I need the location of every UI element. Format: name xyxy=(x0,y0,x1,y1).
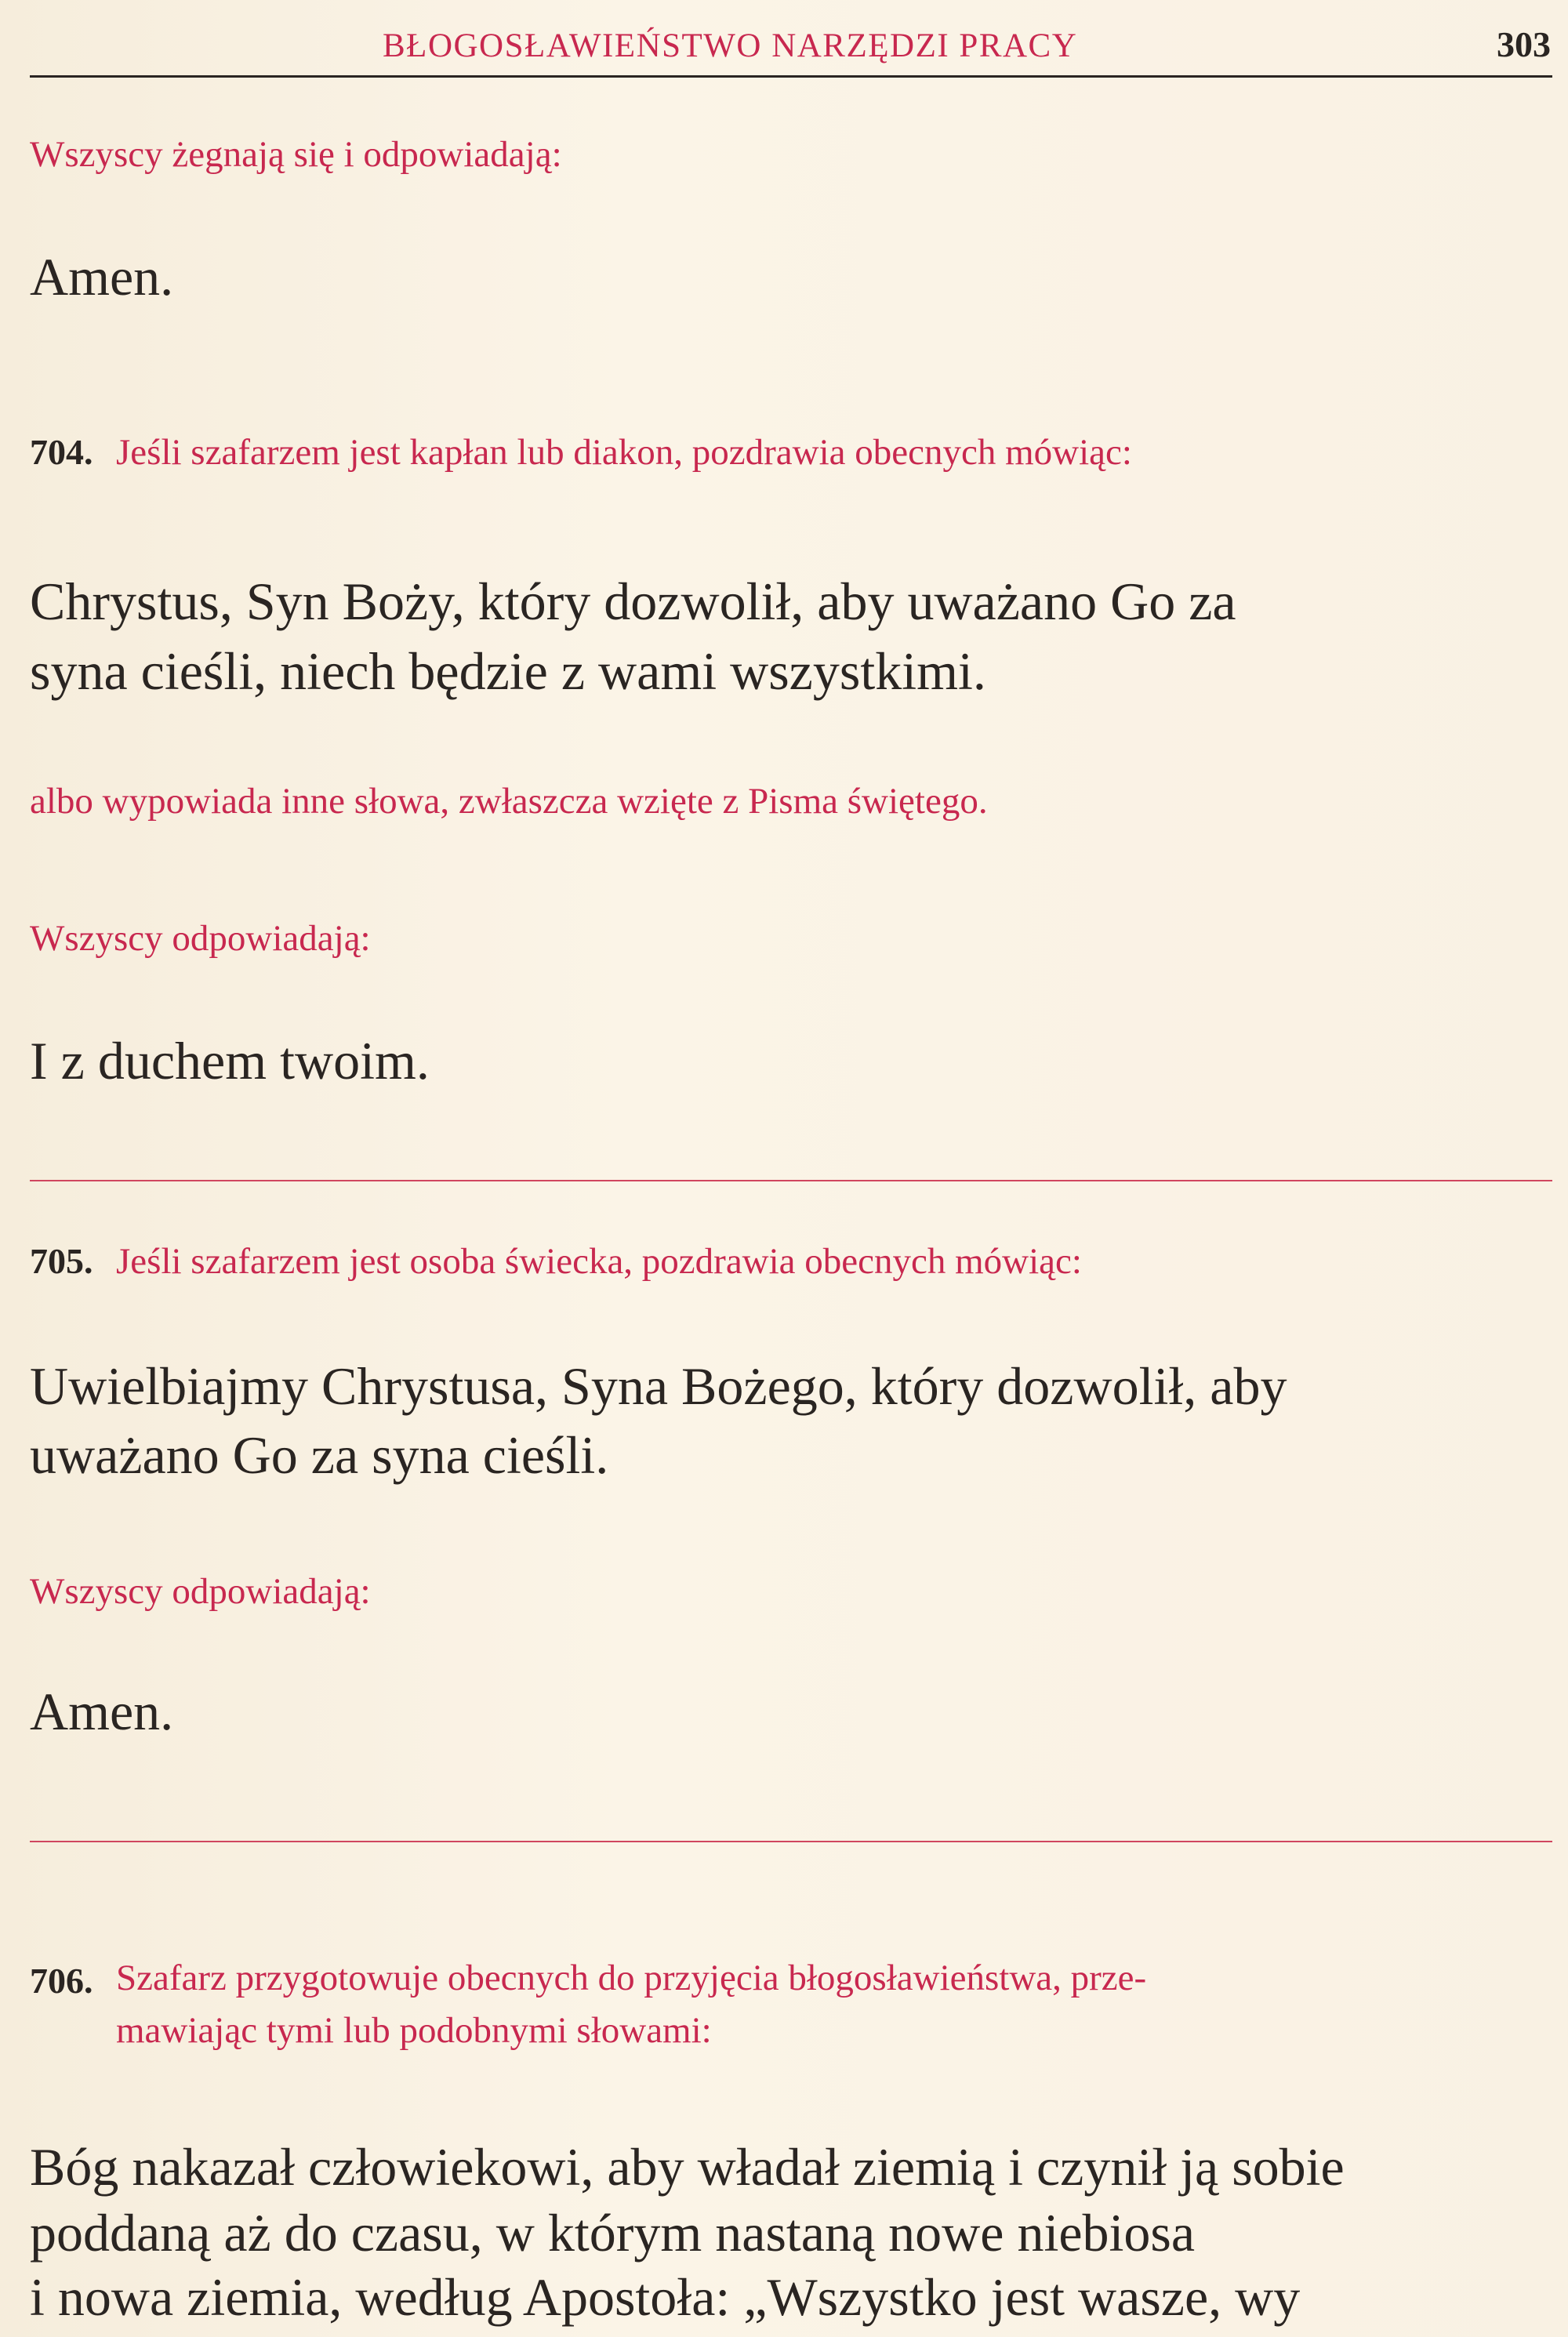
section-705-response: Amen. xyxy=(30,1682,174,1741)
section-704-greeting-line-2: syna cieśli, niech będzie z wami wszystkimi. xyxy=(30,641,986,701)
paragraph-number: 706. xyxy=(30,1961,93,2001)
section-705-heading xyxy=(30,1240,1555,1283)
opening-response: Amen. xyxy=(30,247,174,307)
paragraph-number: 704. xyxy=(30,432,93,472)
section-705-greeting-line-2: uważano Go za syna cieśli. xyxy=(30,1425,609,1485)
section-706-rubric-line-1: Szafarz przygotowuje obecnych do przyjęcia błogosławieństwa, prze- xyxy=(116,1958,1147,1998)
running-head xyxy=(30,22,1551,69)
section-705-rubric: Jeśli szafarzem jest osoba świecka, pozdrawia obecnych mówiąc: xyxy=(116,1241,1082,1282)
section-704-greeting-line-1: Chrystus, Syn Boży, który dozwolił, aby uważano Go za xyxy=(30,572,1236,631)
section-706-heading xyxy=(30,1960,1555,2057)
running-title: BŁOGOSŁAWIEŃSTWO NARZĘDZI PRACY xyxy=(383,27,1078,64)
header-rule xyxy=(30,75,1552,78)
section-705-response-rubric: Wszyscy odpowiadają: xyxy=(30,1571,371,1612)
section-704-heading xyxy=(30,431,1555,474)
section-706-rubric-line-2: mawiając tymi lub podobnymi słowami: xyxy=(116,2010,712,2051)
section-706-text-line-2: poddaną aż do czasu, w którym nastaną nowe niebiosa xyxy=(30,2203,1196,2263)
section-704-response: I z duchem twoim. xyxy=(30,1031,430,1090)
section-706-rubric xyxy=(116,1952,1551,2057)
section-704-alt-rubric: albo wypowiada inne słowa, zwłaszcza wzięte z Pisma świętego. xyxy=(30,781,988,822)
section-706-text-line-3: i nowa ziemia, według Apostoła: „Wszystko jest wasze, wy xyxy=(30,2267,1301,2327)
section-705-greeting-line-1: Uwielbiajmy Chrystusa, Syna Bożego, który dozwolił, aby xyxy=(30,1356,1287,1416)
section-706-text-line-1: Bóg nakazał człowiekowi, aby władał ziemią i czynił ją sobie xyxy=(30,2137,1345,2197)
section-704-rubric: Jeśli szafarzem jest kapłan lub diakon, pozdrawia obecnych mówiąc: xyxy=(116,432,1132,473)
section-divider xyxy=(30,1180,1552,1181)
paragraph-number: 705. xyxy=(30,1241,93,1281)
opening-rubric: Wszyscy żegnają się i odpowiadają: xyxy=(30,134,562,175)
section-divider xyxy=(30,1841,1552,1842)
section-704-response-rubric: Wszyscy odpowiadają: xyxy=(30,918,371,959)
page-number: 303 xyxy=(1497,24,1551,64)
